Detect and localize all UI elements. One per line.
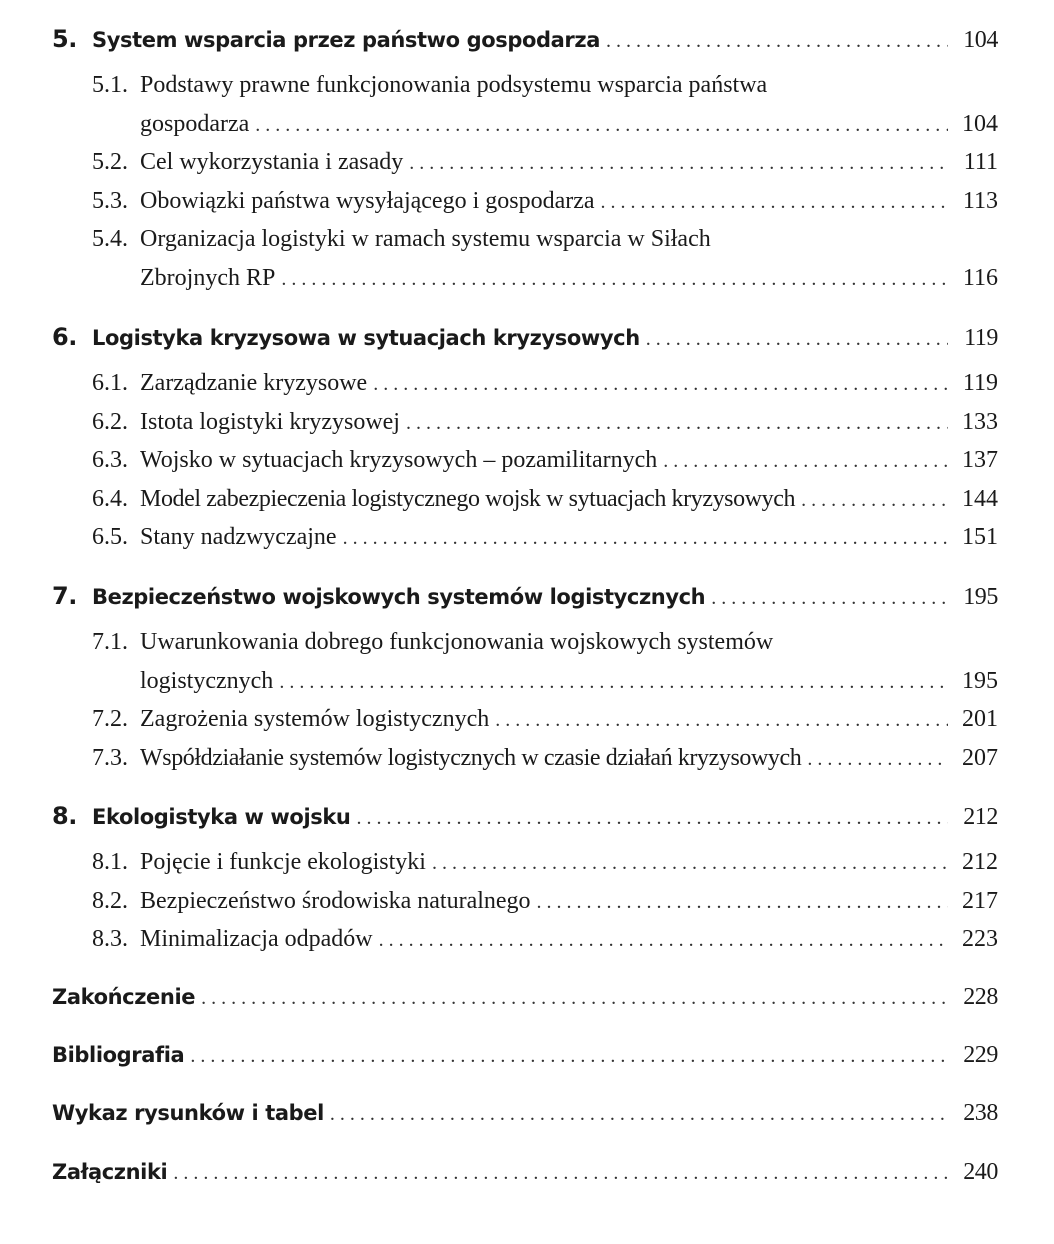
section-number: 8.3. bbox=[92, 926, 128, 952]
dot-leader bbox=[173, 1154, 948, 1192]
page-number: 212 bbox=[962, 849, 998, 875]
dot-leader bbox=[801, 481, 948, 519]
dot-leader bbox=[409, 144, 948, 182]
page-number: 119 bbox=[962, 370, 998, 396]
toc-section-5-3[interactable] bbox=[92, 182, 998, 220]
dot-leader bbox=[330, 1095, 948, 1133]
section-title-line2: logistycznych bbox=[140, 668, 274, 694]
toc-section-8-3[interactable] bbox=[92, 920, 998, 958]
page-number: 228 bbox=[963, 984, 998, 1010]
dot-leader bbox=[201, 979, 948, 1017]
section-title: Minimalizacja odpadów bbox=[140, 926, 373, 952]
chapter-title: Logistyka kryzysowa w sytuacjach kryzysowych bbox=[92, 326, 640, 350]
section-title: Bezpieczeństwo środowiska naturalnego bbox=[140, 888, 531, 914]
section-number: 5.4. bbox=[92, 226, 128, 252]
toc-chapter-6[interactable] bbox=[52, 318, 998, 356]
dot-leader bbox=[356, 799, 948, 837]
section-title-line1: Organizacja logistyki w ramach systemu wsparcia w Siłach bbox=[140, 226, 711, 252]
section-title: Zarządzanie kryzysowe bbox=[140, 370, 368, 396]
section-number: 5.2. bbox=[92, 149, 128, 175]
page-number: 151 bbox=[962, 524, 998, 550]
section-title-line1: Podstawy prawne funkcjonowania podsystemu wsparcia państwa bbox=[140, 72, 768, 98]
chapter-number: 5. bbox=[52, 25, 78, 53]
section-number: 6.2. bbox=[92, 409, 128, 435]
page-number: 201 bbox=[962, 706, 998, 732]
dot-leader bbox=[495, 701, 948, 739]
toc-section-5-2[interactable] bbox=[92, 143, 998, 181]
dot-leader bbox=[601, 183, 948, 221]
page-number: 212 bbox=[963, 804, 998, 830]
section-title-line2: gospodarza bbox=[140, 111, 250, 137]
page-number: 144 bbox=[962, 486, 998, 512]
section-number: 7.2. bbox=[92, 706, 128, 732]
page-number: 238 bbox=[963, 1100, 998, 1126]
section-title: Cel wykorzystania i zasady bbox=[140, 149, 404, 175]
dot-leader bbox=[406, 404, 948, 442]
entry-title: Załączniki bbox=[52, 1160, 168, 1184]
toc-section-6-1[interactable] bbox=[92, 364, 998, 402]
toc-bibliografia[interactable] bbox=[52, 1036, 998, 1074]
section-title: Zagrożenia systemów logistycznych bbox=[140, 706, 490, 732]
dot-leader bbox=[279, 663, 948, 701]
page-number: 137 bbox=[962, 447, 998, 473]
page-number: 133 bbox=[962, 409, 998, 435]
dot-leader bbox=[537, 883, 948, 921]
chapter-number: 6. bbox=[52, 323, 78, 351]
section-title: Obowiązki państwa wysyłającego i gospodarza bbox=[140, 188, 595, 214]
section-title: Stany nadzwyczajne bbox=[140, 524, 337, 550]
section-number: 6.4. bbox=[92, 486, 128, 512]
dot-leader bbox=[255, 106, 948, 144]
toc-section-5-1-line1[interactable] bbox=[92, 66, 767, 104]
page-number: 195 bbox=[963, 584, 998, 610]
toc-section-8-1[interactable] bbox=[92, 843, 998, 881]
page-number: 207 bbox=[962, 745, 998, 771]
toc-section-5-4[interactable] bbox=[92, 259, 998, 297]
toc-section-7-1[interactable] bbox=[92, 662, 998, 700]
dot-leader bbox=[432, 844, 948, 882]
toc-section-7-3[interactable] bbox=[92, 739, 998, 777]
dot-leader bbox=[281, 260, 948, 298]
page-number: 104 bbox=[962, 111, 998, 137]
chapter-number: 7. bbox=[52, 582, 78, 610]
page-number: 223 bbox=[962, 926, 998, 952]
section-number: 8.2. bbox=[92, 888, 128, 914]
dot-leader bbox=[379, 921, 948, 959]
section-number: 5.1. bbox=[92, 72, 128, 98]
section-title: Współdziałanie systemów logistycznych w czasie działań kryzysowych bbox=[140, 745, 802, 771]
chapter-title: Bezpieczeństwo wojskowych systemów logistycznych bbox=[92, 585, 706, 609]
toc-chapter-8[interactable] bbox=[52, 797, 998, 835]
dot-leader bbox=[663, 442, 948, 480]
dot-leader bbox=[711, 579, 948, 617]
dot-leader bbox=[646, 320, 948, 358]
toc-section-6-5[interactable] bbox=[92, 518, 998, 556]
entry-title: Bibliografia bbox=[52, 1043, 185, 1067]
section-title-line2: Zbrojnych RP bbox=[140, 265, 276, 291]
section-number: 6.1. bbox=[92, 370, 128, 396]
dot-leader bbox=[190, 1037, 948, 1075]
section-number: 6.3. bbox=[92, 447, 128, 473]
toc-section-5-4-line1[interactable] bbox=[92, 220, 711, 258]
page-number: 116 bbox=[962, 265, 998, 291]
section-title-line1: Uwarunkowania dobrego funkcjonowania wojskowych systemów bbox=[140, 629, 774, 655]
entry-title: Wykaz rysunków i tabel bbox=[52, 1101, 324, 1125]
dot-leader bbox=[343, 519, 948, 557]
page-number: 195 bbox=[962, 668, 998, 694]
chapter-title: System wsparcia przez państwo gospodarza bbox=[92, 28, 600, 52]
toc-zalaczniki[interactable] bbox=[52, 1153, 998, 1191]
section-number: 7.3. bbox=[92, 745, 128, 771]
chapter-number: 8. bbox=[52, 802, 78, 830]
toc-section-6-3[interactable] bbox=[92, 441, 998, 479]
page-number: 111 bbox=[963, 149, 998, 175]
toc-chapter-5[interactable] bbox=[52, 20, 998, 58]
chapter-title: Ekologistyka w wojsku bbox=[92, 805, 351, 829]
toc-zakonczenie[interactable] bbox=[52, 978, 998, 1016]
page-number: 113 bbox=[962, 188, 998, 214]
section-number: 7.1. bbox=[92, 629, 128, 655]
page-number: 217 bbox=[962, 888, 998, 914]
section-title: Wojsko w sytuacjach kryzysowych – pozamilitarnych bbox=[140, 447, 658, 473]
toc-section-5-1[interactable] bbox=[92, 105, 998, 143]
toc-section-6-4[interactable] bbox=[92, 480, 998, 518]
toc-wykaz-rysunkow[interactable] bbox=[52, 1094, 998, 1132]
toc-section-7-2[interactable] bbox=[92, 700, 998, 738]
dot-leader bbox=[606, 22, 948, 60]
toc-section-7-1-line1[interactable] bbox=[92, 623, 773, 661]
section-number: 8.1. bbox=[92, 849, 128, 875]
entry-title: Zakończenie bbox=[52, 985, 196, 1009]
page-number: 240 bbox=[963, 1159, 998, 1185]
section-title: Istota logistyki kryzysowej bbox=[140, 409, 400, 435]
toc-chapter-7[interactable] bbox=[52, 577, 998, 615]
page-number: 104 bbox=[963, 27, 998, 53]
toc-section-8-2[interactable] bbox=[92, 882, 998, 920]
section-title: Pojęcie i funkcje ekologistyki bbox=[140, 849, 426, 875]
section-number: 5.3. bbox=[92, 188, 128, 214]
page-number: 229 bbox=[963, 1042, 998, 1068]
toc-section-6-2[interactable] bbox=[92, 403, 998, 441]
section-title: Model zabezpieczenia logistycznego wojsk w sytuacjach kryzysowych bbox=[140, 486, 796, 512]
dot-leader bbox=[373, 365, 948, 403]
page-number: 119 bbox=[964, 325, 998, 351]
section-number: 6.5. bbox=[92, 524, 128, 550]
dot-leader bbox=[807, 740, 948, 778]
